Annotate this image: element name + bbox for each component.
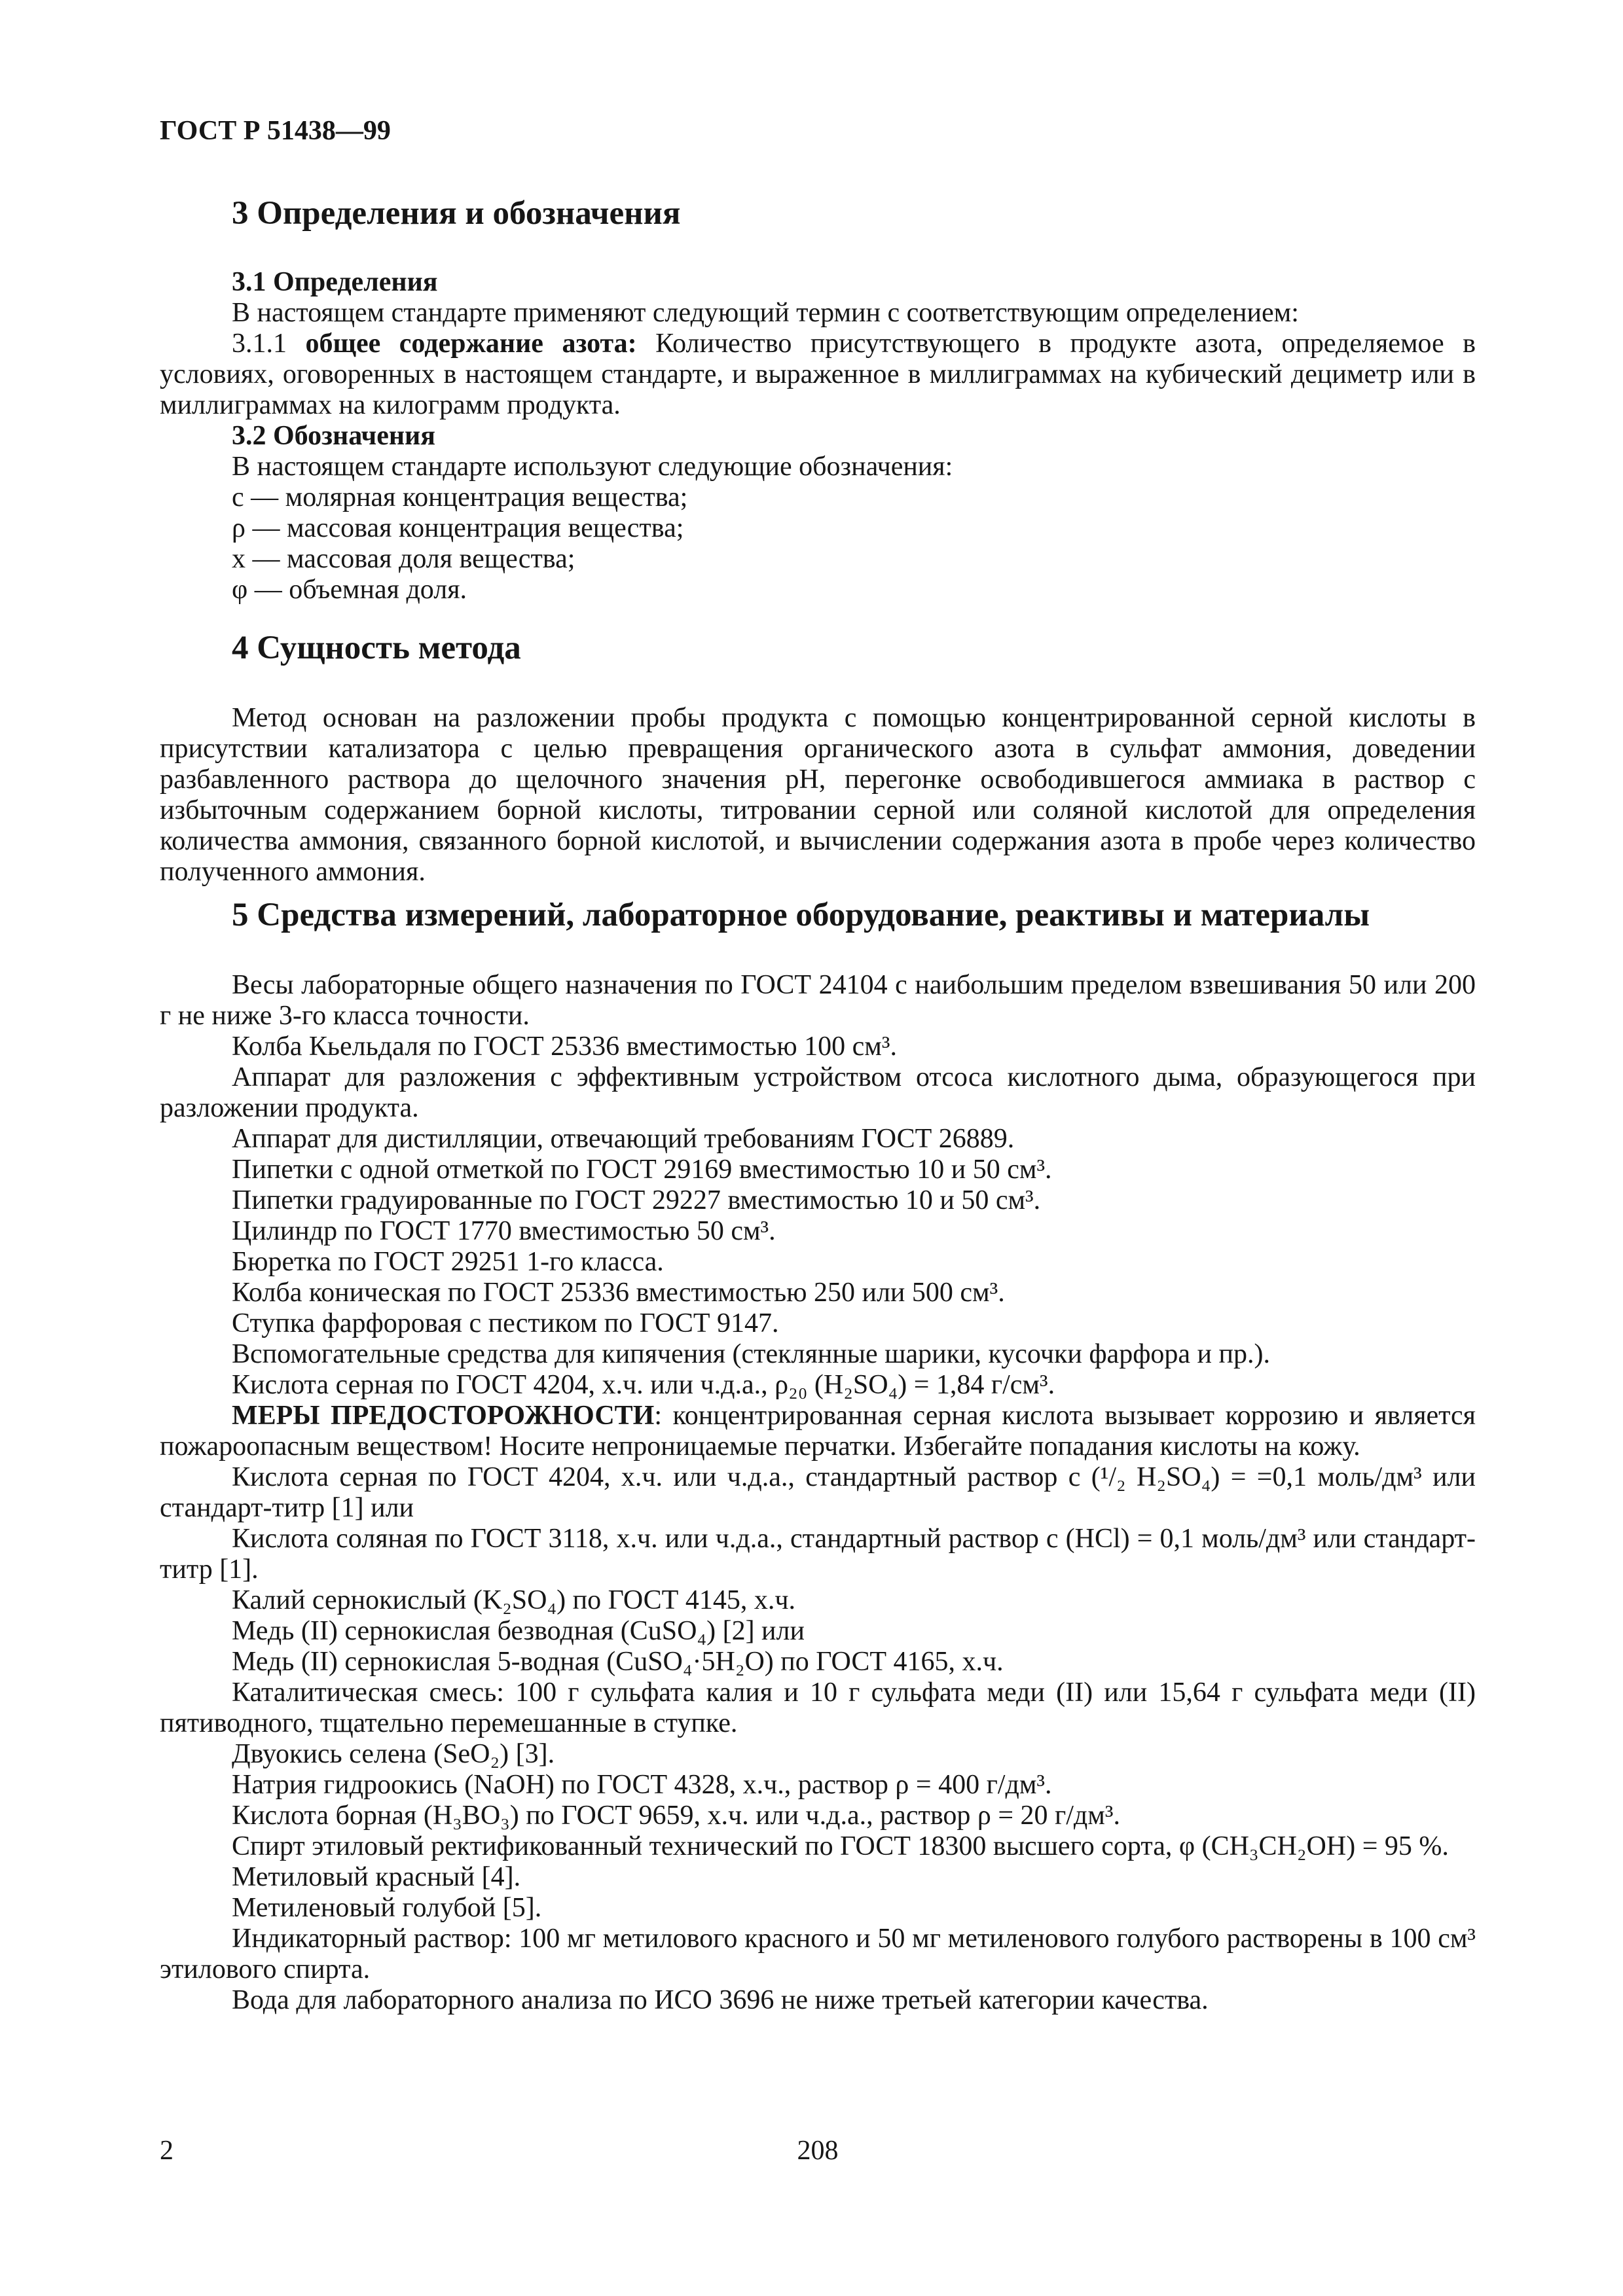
safety-warning-label: МЕРЫ ПРЕДОСТОРОЖНОСТИ xyxy=(232,1401,655,1431)
symbol-item: x — массовая доля вещества; xyxy=(232,544,575,574)
equipment-item: Аппарат для разложения с эффективным устройством отсоса кислотного дыма, образующегося при разложении продукта. xyxy=(160,1062,1476,1123)
equipment-item: Пипетки с одной отметкой по ГОСТ 29169 вместимостью 10 и 50 см³. xyxy=(232,1155,1052,1185)
reagent-item: Спирт этиловый ректификованный технический по ГОСТ 18300 высшего сорта, φ (CH₃CH₂OH) = 95 %. xyxy=(232,1831,1449,1861)
equipment-item: Вспомогательные средства для кипячения (стеклянные шарики, кусочки фарфора и пр.). xyxy=(232,1339,1270,1369)
term-text: Количество присутствующего в продукте азота, определяемое в условиях, оговоренных в настоящем стандарте, и выраженное в миллиграммах на кубический дециметр или в миллиграммах на килограмм продукта. xyxy=(160,329,1476,420)
section-3 xyxy=(160,194,1476,605)
document-code: ГОСТ Р 51438—99 xyxy=(160,116,391,146)
reagent-item: Метиловый красный [4]. xyxy=(232,1862,521,1892)
reagent-item: Кислота серная по ГОСТ 4204, х.ч. или ч.д.а., ρ₂₀ (H₂SO₄) = 1,84 г/см³. xyxy=(232,1370,1055,1400)
document-page xyxy=(160,0,1476,2296)
subsection-3-1-intro: В настоящем стандарте применяют следующий термин с соответствующим определением: xyxy=(232,298,1299,328)
equipment-item: Ступка фарфоровая с пестиком по ГОСТ 9147. xyxy=(232,1308,779,1338)
reagent-item: Кислота борная (H₃BO₃) по ГОСТ 9659, х.ч. или ч.д.а., раствор ρ = 20 г/дм³. xyxy=(232,1801,1120,1831)
reagent-item: Кислота соляная по ГОСТ 3118, х.ч. или ч.д.а., стандартный раствор c (HCl) = 0,1 моль/дм³ или стандарт-титр [1]. xyxy=(160,1524,1476,1585)
term-name: общее содержание азота: xyxy=(305,329,637,359)
term-definition xyxy=(160,329,1476,421)
term-number: 3.1.1 xyxy=(232,329,287,359)
symbol-item: c — молярная концентрация вещества; xyxy=(232,482,688,512)
safety-warning-text: : концентрированная серная кислота вызывает коррозию и является пожароопасным веществом! Носите непроницаемые перчатки. Избегайте попадания кислоты на кожу. xyxy=(160,1401,1476,1462)
equipment-item: Аппарат для дистилляции, отвечающий требованиям ГОСТ 26889. xyxy=(232,1124,1015,1154)
section-5-title: 5 Средства измерений, лабораторное оборудование, реактивы и материалы xyxy=(232,897,1370,933)
equipment-item: Весы лабораторные общего назначения по ГОСТ 24104 с наибольшим пределом взвешивания 50 или 200 г не ниже 3-го класса точности. xyxy=(160,970,1476,1031)
symbol-item: ρ — массовая концентрация вещества; xyxy=(232,513,684,543)
equipment-item: Колба Кьельдаля по ГОСТ 25336 вместимостью 100 см³. xyxy=(232,1031,897,1062)
reagent-item: Медь (II) сернокислая 5-водная (CuSO₄·5H₂O) по ГОСТ 4165, х.ч. xyxy=(232,1647,1004,1677)
section-3-title: 3 Определения и обозначения xyxy=(232,195,681,232)
symbol-item: φ — объемная доля. xyxy=(232,575,467,605)
subsection-3-2-intro: В настоящем стандарте используют следующие обозначения: xyxy=(232,452,953,482)
reagent-item: Каталитическая смесь: 100 г сульфата калия и 10 г сульфата меди (II) или 15,64 г сульфата меди (II) пятиводного, тщательно перемешанные в ступке. xyxy=(160,1677,1476,1738)
reagent-item: Медь (II) сернокислая безводная (CuSO₄) [2] или xyxy=(232,1616,805,1646)
subsection-3-2-title: 3.2 Обозначения xyxy=(232,421,435,451)
safety-warning xyxy=(160,1401,1476,1462)
section-5 xyxy=(160,895,1476,2016)
equipment-item: Бюретка по ГОСТ 29251 1-го класса. xyxy=(232,1247,664,1277)
reagent-item: Кислота серная по ГОСТ 4204, х.ч. или ч.д.а., стандартный раствор c (¹/₂ H₂SO₄) = =0,1 моль/дм³ или стандарт-титр [1] или xyxy=(160,1462,1476,1523)
section-4 xyxy=(160,628,1476,888)
section-4-title: 4 Сущность метода xyxy=(232,630,521,666)
reagent-item: Натрия гидроокись (NaOH) по ГОСТ 4328, х.ч., раствор ρ = 400 г/дм³. xyxy=(232,1770,1052,1800)
reagent-item: Двуокись селена (SeO₂) [3]. xyxy=(232,1739,555,1769)
reagent-item: Метиленовый голубой [5]. xyxy=(232,1893,542,1923)
subsection-3-1-title: 3.1 Определения xyxy=(232,267,438,297)
equipment-item: Пипетки градуированные по ГОСТ 29227 вместимостью 10 и 50 см³. xyxy=(232,1185,1041,1215)
reagent-item: Калий сернокислый (K₂SO₄) по ГОСТ 4145, х.ч. xyxy=(232,1585,795,1615)
page-number-center: 208 xyxy=(797,2136,839,2166)
section-4-text: Метод основан на разложении пробы продукта с помощью концентрированной серной кислоты в присутствии катализатора с целью превращения органического азота в сульфат аммония, доведении разбавленного раствора до щелочного значения pH, перегонке освободившегося аммиака в раствор с избыточным содержанием борной кислоты, титровании серной или соляной кислотой для определения количества аммония, связанного борной кислотой, и вычислении содержания азота в пробе через количество полученного аммония. xyxy=(160,703,1476,887)
page-number-left: 2 xyxy=(160,2136,173,2166)
equipment-item: Цилиндр по ГОСТ 1770 вместимостью 50 см³. xyxy=(232,1216,776,1246)
reagent-item: Индикаторный раствор: 100 мг метилового красного и 50 мг метиленового голубого растворены в 100 см³ этилового спирта. xyxy=(160,1924,1476,1984)
equipment-item: Колба коническая по ГОСТ 25336 вместимостью 250 или 500 см³. xyxy=(232,1278,1005,1308)
reagent-item: Вода для лабораторного анализа по ИСО 3696 не ниже третьей категории качества. xyxy=(232,1985,1209,2015)
